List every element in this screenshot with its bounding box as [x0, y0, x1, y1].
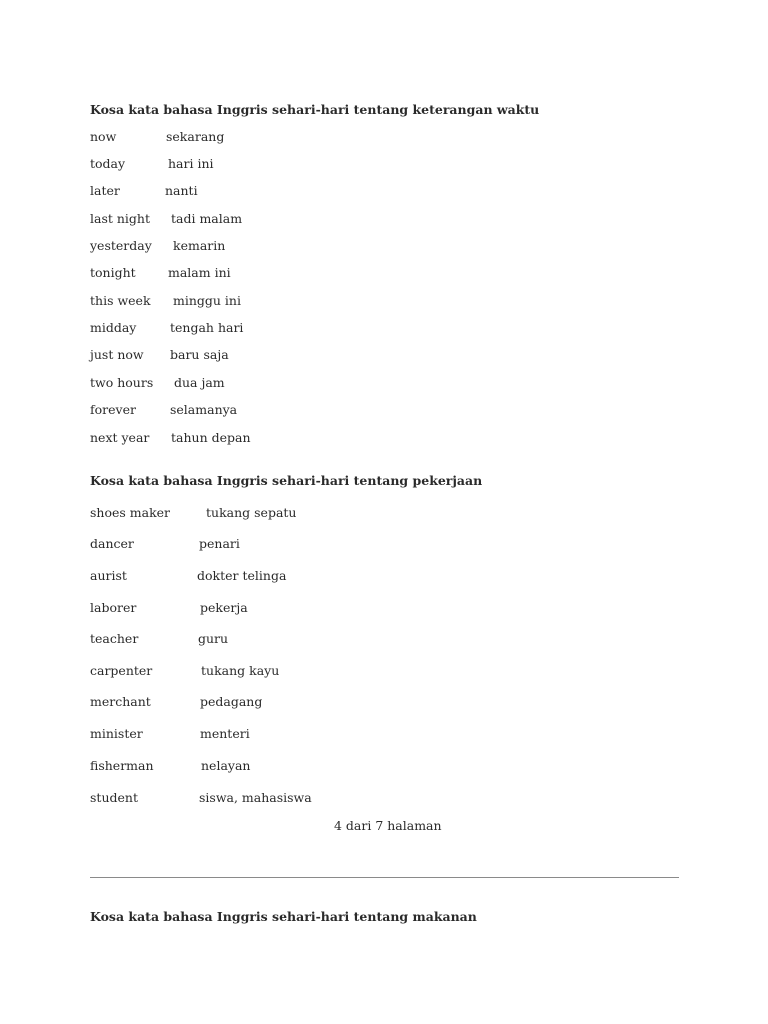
- vocab-english: carpenter: [90, 663, 153, 678]
- vocab-english: yesterday: [90, 238, 152, 253]
- vocab-indonesian: hari ini: [168, 156, 214, 171]
- vocab-indonesian: dokter telinga: [197, 568, 287, 583]
- vocab-indonesian: sekarang: [166, 129, 225, 144]
- vocab-english: laborer: [90, 600, 137, 615]
- vocab-indonesian: tukang sepatu: [206, 505, 297, 520]
- vocab-row: [90, 505, 490, 521]
- vocab-row: [90, 430, 490, 446]
- section-heading-jobs: Kosa kata bahasa Inggris sehari-hari tentang pekerjaan: [90, 473, 483, 488]
- vocab-indonesian: tukang kayu: [201, 663, 280, 678]
- vocab-english: now: [90, 129, 117, 144]
- vocab-row: [90, 790, 490, 806]
- page-number: 4 dari 7 halaman: [334, 818, 442, 833]
- vocab-row: [90, 293, 490, 309]
- vocab-row: [90, 129, 490, 145]
- vocab-english: next year: [90, 430, 150, 445]
- vocab-indonesian: malam ini: [168, 265, 231, 280]
- vocab-indonesian: kemarin: [173, 238, 226, 253]
- vocab-row: [90, 568, 490, 584]
- vocab-english: teacher: [90, 631, 139, 646]
- vocab-row: [90, 238, 490, 254]
- vocab-row: [90, 758, 490, 774]
- vocab-indonesian: guru: [198, 631, 229, 646]
- vocab-english: today: [90, 156, 126, 171]
- vocab-english: student: [90, 790, 138, 805]
- vocab-english: last night: [90, 211, 150, 226]
- vocab-row: [90, 600, 490, 616]
- vocab-english: aurist: [90, 568, 127, 583]
- vocab-english: midday: [90, 320, 137, 335]
- vocab-row: [90, 156, 490, 172]
- vocab-indonesian: pekerja: [200, 600, 248, 615]
- vocab-english: two hours: [90, 375, 154, 390]
- vocab-indonesian: nanti: [165, 183, 198, 198]
- vocab-english: later: [90, 183, 120, 198]
- vocab-english: shoes maker: [90, 505, 171, 520]
- vocab-english: dancer: [90, 536, 134, 551]
- vocab-row: [90, 183, 490, 199]
- vocab-indonesian: tengah hari: [170, 320, 244, 335]
- vocab-indonesian: siswa, mahasiswa: [199, 790, 312, 805]
- page-divider: [90, 877, 679, 878]
- vocab-indonesian: penari: [199, 536, 240, 551]
- vocab-indonesian: pedagang: [200, 694, 263, 709]
- vocab-row: [90, 726, 490, 742]
- vocab-row: [90, 211, 490, 227]
- vocab-row: [90, 320, 490, 336]
- vocab-indonesian: baru saja: [170, 347, 229, 362]
- vocab-row: [90, 402, 490, 418]
- vocab-english: merchant: [90, 694, 151, 709]
- vocab-row: [90, 347, 490, 363]
- vocab-indonesian: menteri: [200, 726, 250, 741]
- vocab-indonesian: dua jam: [174, 375, 225, 390]
- vocab-english: forever: [90, 402, 136, 417]
- vocab-english: fisherman: [90, 758, 154, 773]
- vocab-row: [90, 663, 490, 679]
- vocab-indonesian: minggu ini: [173, 293, 241, 308]
- vocab-english: this week: [90, 293, 151, 308]
- vocab-indonesian: tadi malam: [171, 211, 243, 226]
- section-heading-time: Kosa kata bahasa Inggris sehari-hari tentang keterangan waktu: [90, 102, 540, 117]
- vocab-row: [90, 694, 490, 710]
- vocab-english: minister: [90, 726, 143, 741]
- vocab-row: [90, 265, 490, 281]
- vocab-row: [90, 631, 490, 647]
- section-heading-food: Kosa kata bahasa Inggris sehari-hari tentang makanan: [90, 909, 477, 924]
- vocab-indonesian: selamanya: [170, 402, 238, 417]
- vocab-row: [90, 536, 490, 552]
- vocab-english: tonight: [90, 265, 136, 280]
- vocab-row: [90, 375, 490, 391]
- vocab-indonesian: nelayan: [201, 758, 251, 773]
- vocab-indonesian: tahun depan: [171, 430, 251, 445]
- vocab-english: just now: [90, 347, 144, 362]
